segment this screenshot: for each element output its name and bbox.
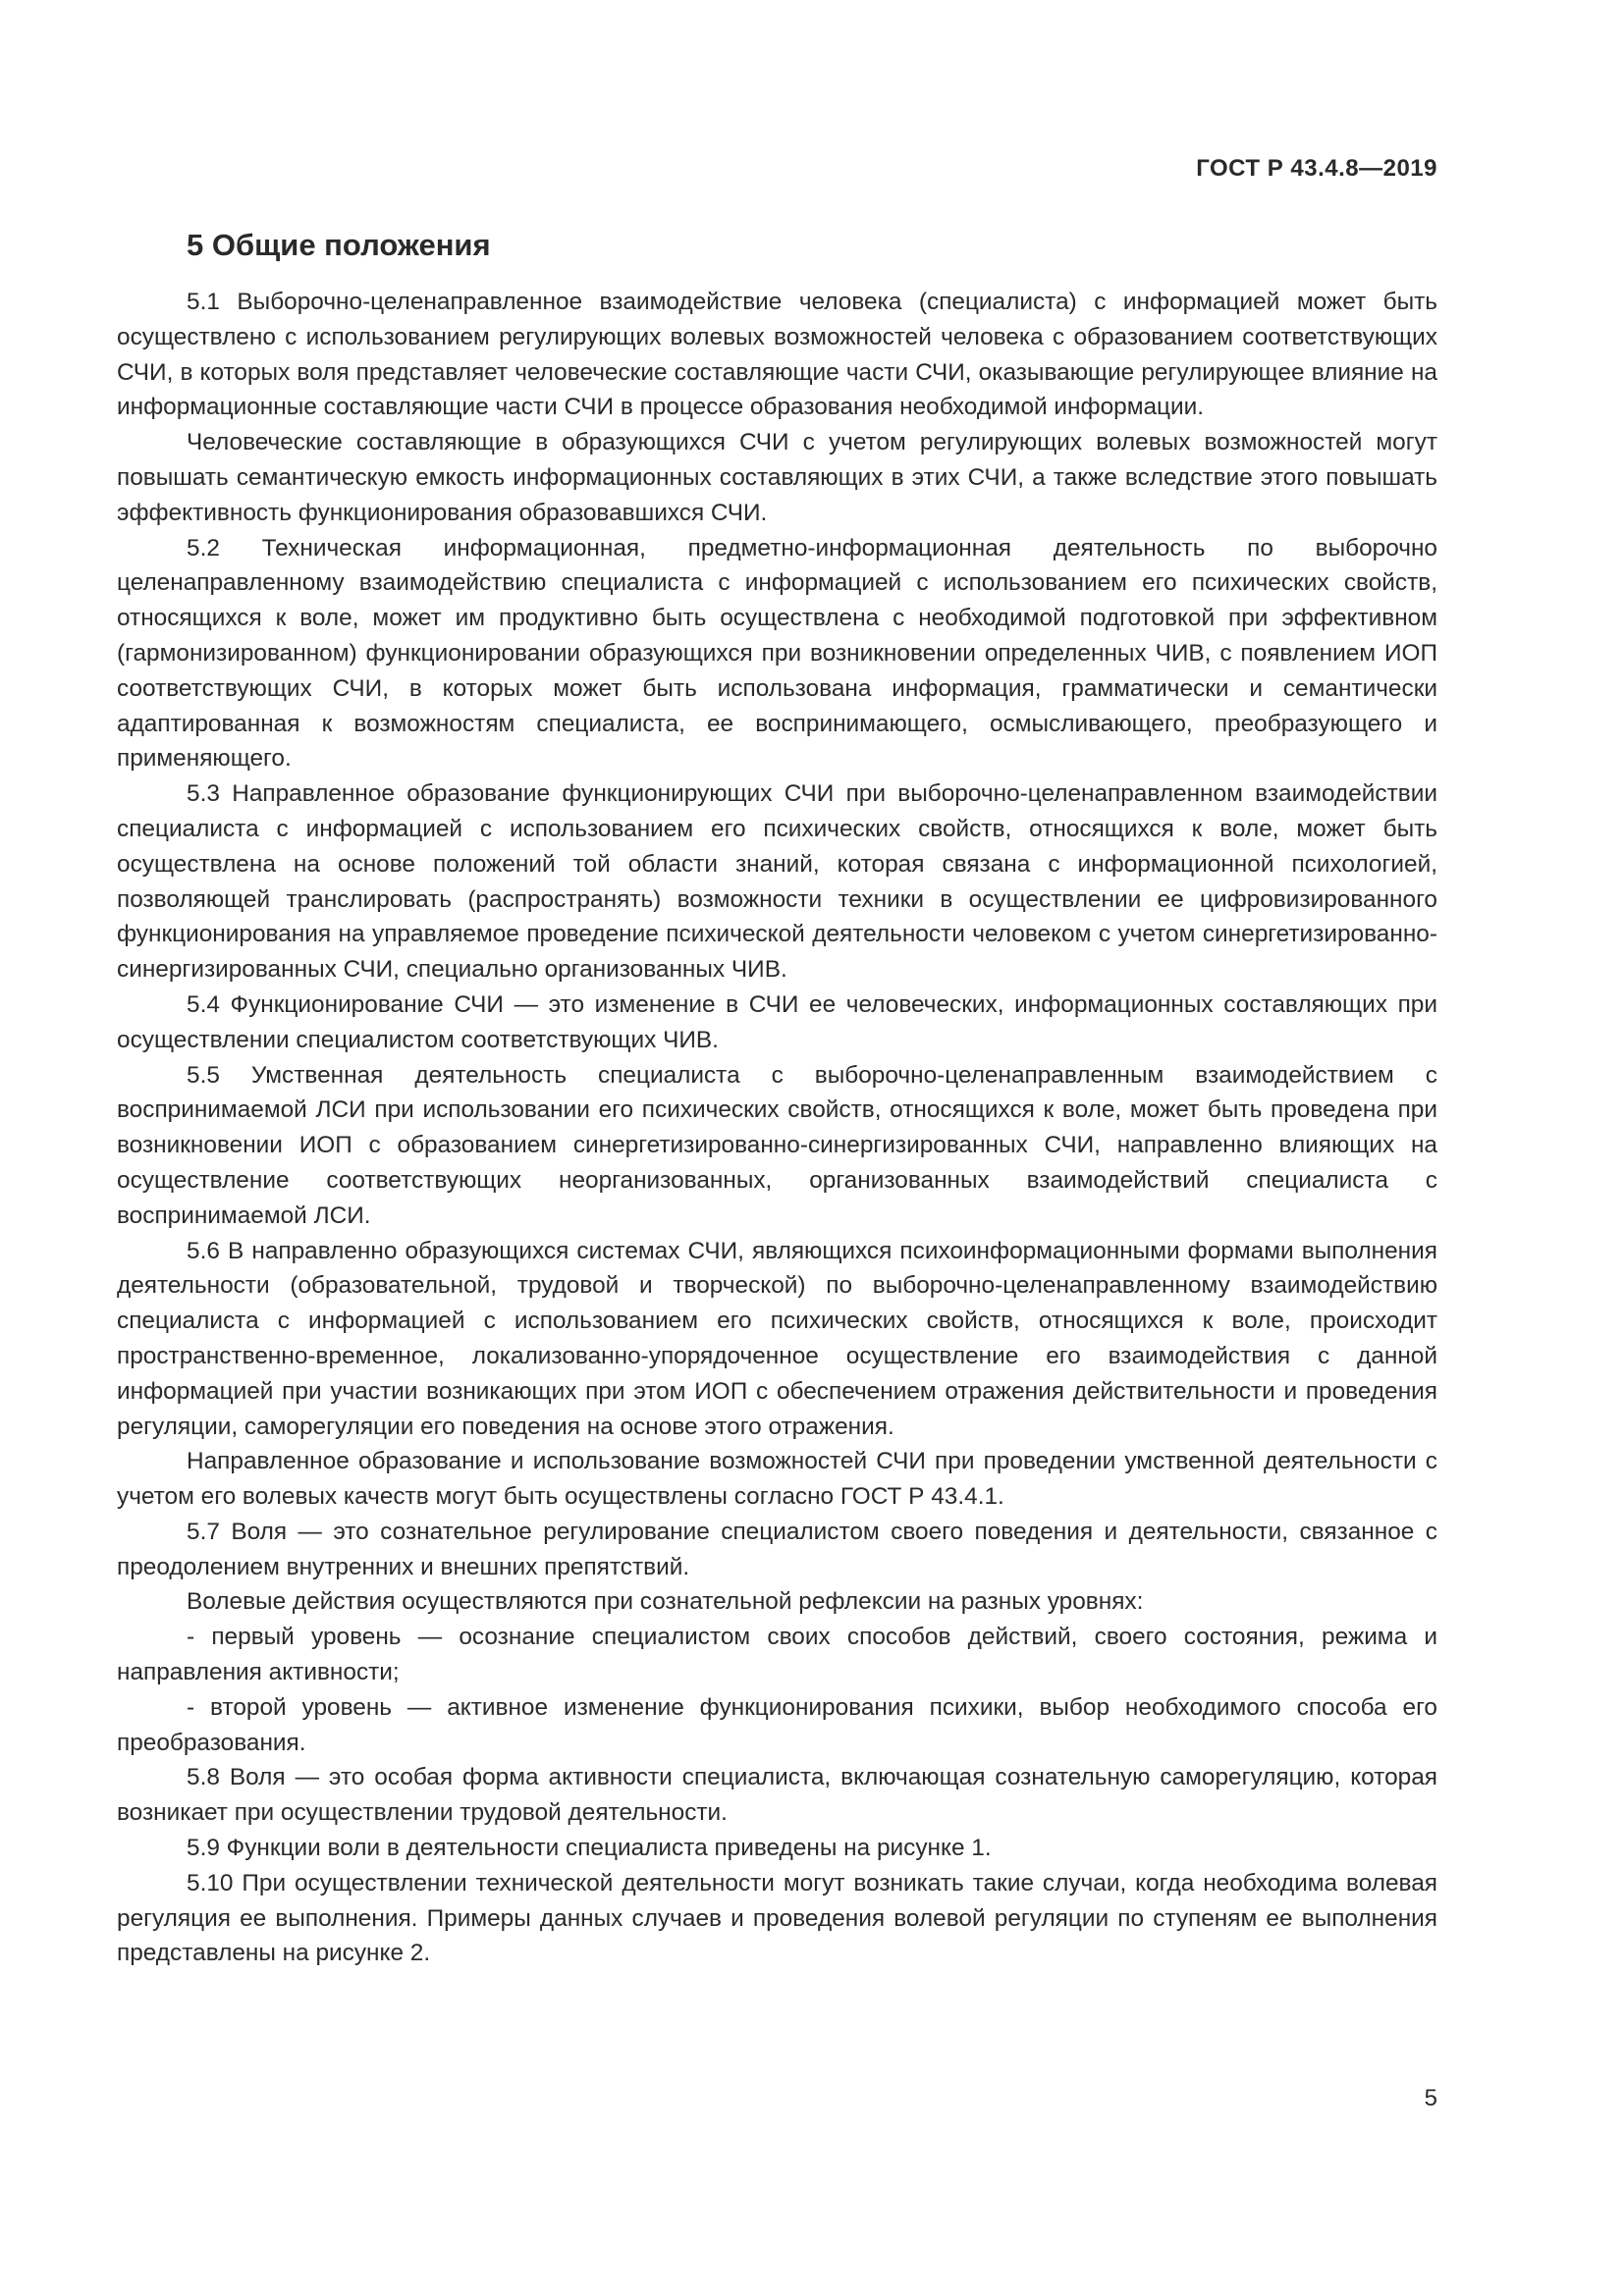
paragraph-5-7-level-1: - первый уровень — осознание специалистом своих способов действий, своего состояния, режима и направления активности; [117,1624,1437,1686]
section-title: 5 Общие положения [187,228,491,262]
paragraph-5-2: 5.2 Техническая информационная, предметно-информационная деятельность по выборочно целенаправленному взаимодействию специалиста с информацией с использованием его психических свойств, относящихся к воле, может им продуктивно быть осуществлена с необходимой подготовкой при эффективном (гармонизированном) функционировании образующихся при возникновении определенных ЧИВ, с появлением ИОП соответствующих СЧИ, в которых может быть использована информация, грамматически и семантически адаптированная к возможностям специалиста, ее воспринимающего, осмысливающего, преобразующего и применяющего. [117,534,1437,773]
paragraph-5-3: 5.3 Направленное образование функционирующих СЧИ при выборочно-целенаправленном взаимодействии специалиста с информацией с использованием его психических свойств, относящихся к воле, может быть осуществлена на основе положений той области знаний, которая связана с информационной психологией, позволяющей транслировать (распространять) возможности техники в осуществлении ее цифровизированного функционирования на управляемое проведение психической деятельности человеком с учетом синергетизированно-синергизированных СЧИ, специально организованных ЧИВ. [117,780,1437,984]
paragraph-5-1: 5.1 Выборочно-целенаправленное взаимодействие человека (специалиста) с информацией может быть осуществлено с использованием регулирующих волевых возможностей человека с образованием соответствующих СЧИ, в которых воля представляет человеческие составляющие части СЧИ, оказывающие регулирующее влияние на информационные составляющие части СЧИ в процессе образования необходимой информации. [117,289,1437,421]
paragraph-5-7-levels-intro: Волевые действия осуществляются при сознательной рефлексии на разных уровнях: [187,1588,1144,1616]
paragraph-5-9: 5.9 Функции воли в деятельности специалиста приведены на рисунке 1. [187,1835,992,1862]
paragraph-5-5: 5.5 Умственная деятельность специалиста с выборочно-целенаправленным взаимодействием с воспринимаемой ЛСИ при использовании его психических свойств, относящихся к воле, может быть проведена при возникновении ИОП с образованием синергетизированно-синергизированных СЧИ, направленно влияющих на осуществление соответствующих неорганизованных, организованных взаимодействий специалиста с воспринимаемой ЛСИ. [117,1061,1437,1229]
paragraph-5-10: 5.10 При осуществлении технической деятельности могут возникать такие случаи, когда необходима волевая регуляция ее выполнения. Примеры данных случаев и проведения волевой регуляции по ступеням ее выполнения представлены на рисунке 2. [117,1869,1437,1967]
paragraph-5-6-cont: Направленное образование и использование возможностей СЧИ при проведении умственной деятельности с учетом его волевых качеств могут быть осуществлены согласно ГОСТ Р 43.4.1. [117,1448,1437,1511]
document-code-header: ГОСТ Р 43.4.8—2019 [1196,155,1437,182]
body-text [117,285,1437,1971]
paragraph-5-4: 5.4 Функционирование СЧИ — это изменение в СЧИ ее человеческих, информационных составляющих при осуществлении специалистом соответствующих ЧИВ. [117,990,1437,1053]
paragraph-5-7: 5.7 Воля — это сознательное регулирование специалистом своего поведения и деятельности, связанное с преодолением внутренних и внешних препятствий. [117,1518,1437,1580]
paragraph-5-1-cont: Человеческие составляющие в образующихся СЧИ с учетом регулирующих волевых возможностей могут повышать семантическую емкость информационных составляющих в этих СЧИ, а также вследствие этого повышать эффективность функционирования образовавшихся СЧИ. [117,429,1437,526]
page-number: 5 [1424,2085,1437,2111]
paragraph-5-7-level-2: - второй уровень — активное изменение функционирования психики, выбор необходимого способа его преобразования. [117,1693,1437,1756]
paragraph-5-8: 5.8 Воля — это особая форма активности специалиста, включающая сознательную саморегуляцию, которая возникает при осуществлении трудовой деятельности. [117,1764,1437,1827]
paragraph-5-6: 5.6 В направленно образующихся системах СЧИ, являющихся психоинформационными формами выполнения деятельности (образовательной, трудовой и творческой) по выборочно-целенаправленному взаимодействию специалиста с информацией с использованием его психических свойств, относящихся к воле, происходит пространственно-временное, локализованно-упорядоченное осуществление его взаимодействия с данной информацией при участии возникающих при этом ИОП с обеспечением отражения действительности и проведения регуляции, саморегуляции его поведения на основе этого отражения. [117,1237,1437,1440]
